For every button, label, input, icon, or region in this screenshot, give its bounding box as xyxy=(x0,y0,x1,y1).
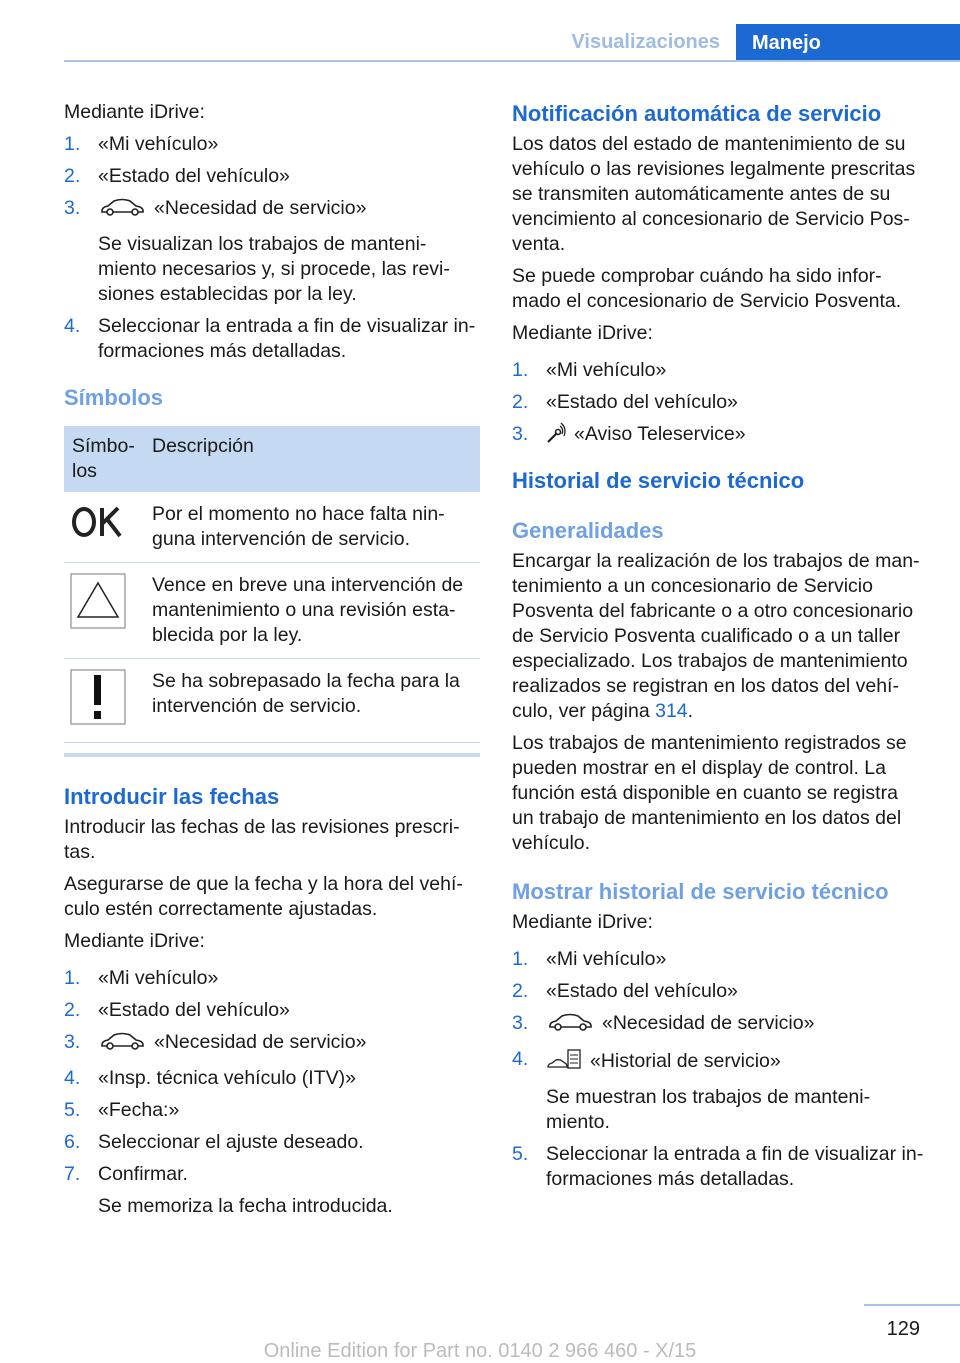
list-item: 4. «Historial de servicio» Se muestran los trabajos de manteni‐miento. xyxy=(512,1048,871,1133)
steps-list-4 xyxy=(512,947,924,1192)
left-column xyxy=(64,100,480,1226)
list-item: 1. «Mi vehículo» xyxy=(64,133,219,155)
exclamation-icon xyxy=(70,708,126,730)
steps-list-2 xyxy=(64,966,480,1219)
table-row: Por el momento no hace falta nin‐guna intervención de servicio. xyxy=(64,492,480,563)
notification-heading: Notificación automática de servicio xyxy=(512,101,882,126)
history-heading: Historial de servicio técnico xyxy=(512,468,805,493)
list-item: 2. «Estado del vehículo» xyxy=(512,980,738,1002)
list-item: 1. «Mi vehículo» xyxy=(64,967,219,989)
general-heading: Generalidades xyxy=(512,518,664,543)
intro-text: Mediante iDrive: xyxy=(64,101,205,123)
table-row: Se ha sobrepasado la fecha para la intervención de servicio. xyxy=(64,659,480,743)
show-history-intro: Mediante iDrive: xyxy=(512,911,653,933)
dates-intro: Mediante iDrive: xyxy=(64,930,205,952)
notification-paragraph-1: Los datos del estado de mantenimiento de su vehículo o las revisiones legalmente prescritas se transmiten automáticamente antes de su vencimiento al concesionario de Servicio Pos‐venta. xyxy=(512,133,916,255)
header-divider xyxy=(64,60,960,62)
car-icon xyxy=(98,1030,146,1059)
dates-heading: Introducir las fechas xyxy=(64,784,280,809)
general-paragraph-2: Los trabajos de mantenimiento registrados se pueden mostrar en el display de control. La función está disponible en cuanto se registra un trabajo de mantenimiento en los datos del vehículo. xyxy=(512,732,907,854)
list-item: 4. Seleccionar la entrada a fin de visualizar in‐formaciones más detalladas. xyxy=(64,315,476,362)
dates-paragraph-2: Asegurarse de que la fecha y la hora del vehí‐culo estén correctamente ajustadas. xyxy=(64,873,463,920)
list-item: 2. «Estado del vehículo» xyxy=(512,391,738,413)
symbols-table xyxy=(64,426,480,743)
tab-manejo[interactable]: Manejo xyxy=(736,24,960,62)
show-history-heading: Mostrar historial de servicio técnico xyxy=(512,879,889,904)
symbols-heading: Símbolos xyxy=(64,385,164,410)
steps-list-1 xyxy=(64,132,480,364)
table-header: Descripción xyxy=(144,426,480,492)
list-item: 5. «Fecha:» xyxy=(64,1099,180,1121)
warning-triangle-icon xyxy=(70,612,126,634)
tab-visualizaciones[interactable]: Visualizaciones xyxy=(571,31,720,53)
list-item: 7. Confirmar. Se memoriza la fecha introducida. xyxy=(64,1163,393,1217)
dates-paragraph-1: Introducir las fechas de las revisiones prescri‐tas. xyxy=(64,816,460,863)
notification-intro: Mediante iDrive: xyxy=(512,322,653,344)
page-number: 129 xyxy=(886,1318,920,1340)
list-item: 5. Seleccionar la entrada a fin de visualizar in‐formaciones más detalladas. xyxy=(512,1143,924,1190)
service-history-icon xyxy=(546,1047,582,1078)
list-item: 1. «Mi vehículo» xyxy=(512,359,667,381)
list-item: 3. «Aviso Teleservice» xyxy=(512,422,924,451)
footer-divider xyxy=(864,1304,960,1306)
ok-icon xyxy=(70,525,126,547)
list-item: 4. «Insp. técnica vehículo (ITV)» xyxy=(64,1067,356,1089)
edition-note: Online Edition for Part no. 0140 2 966 460 - X/15 xyxy=(263,1340,697,1362)
steps-list-3 xyxy=(512,358,924,451)
list-item: 3. «Necesidad de servicio» Se visualizan los trabajos de manteni‐miento necesarios y, si procede, las revi‐siones establecidas por la ley. xyxy=(64,197,450,305)
list-item: 1. «Mi vehículo» xyxy=(512,948,667,970)
list-item: 2. «Estado del vehículo» xyxy=(64,165,290,187)
page-reference-link[interactable]: 314 xyxy=(655,700,688,722)
table-end-divider xyxy=(64,753,480,757)
list-item: 2. «Estado del vehículo» xyxy=(64,999,290,1021)
wrench-signal-icon xyxy=(546,422,566,451)
list-item: 6. Seleccionar el ajuste deseado. xyxy=(64,1131,364,1153)
right-column xyxy=(512,100,924,1199)
table-header: Símbo‐los xyxy=(64,426,144,492)
car-icon xyxy=(546,1011,594,1040)
list-item: 3. «Necesidad de servicio» xyxy=(64,1030,480,1059)
table-row: Vence en breve una intervención de mantenimiento o una revisión esta‐blecida por la ley. xyxy=(64,563,480,659)
general-paragraph-1: Encargar la realización de los trabajos de man‐tenimiento a un concesionario de Servicio Posventa del fabricante o a otro concesionario de Servicio Posventa cualificado o a un taller especializado. Los trabajos de mantenimiento realizados se registran en los datos del vehí‐culo, ver página 314. xyxy=(512,550,920,722)
car-icon xyxy=(98,196,146,225)
list-item: 3. «Necesidad de servicio» xyxy=(512,1011,924,1040)
notification-paragraph-2: Se puede comprobar cuándo ha sido infor‐mado el concesionario de Servicio Posventa. xyxy=(512,265,902,312)
